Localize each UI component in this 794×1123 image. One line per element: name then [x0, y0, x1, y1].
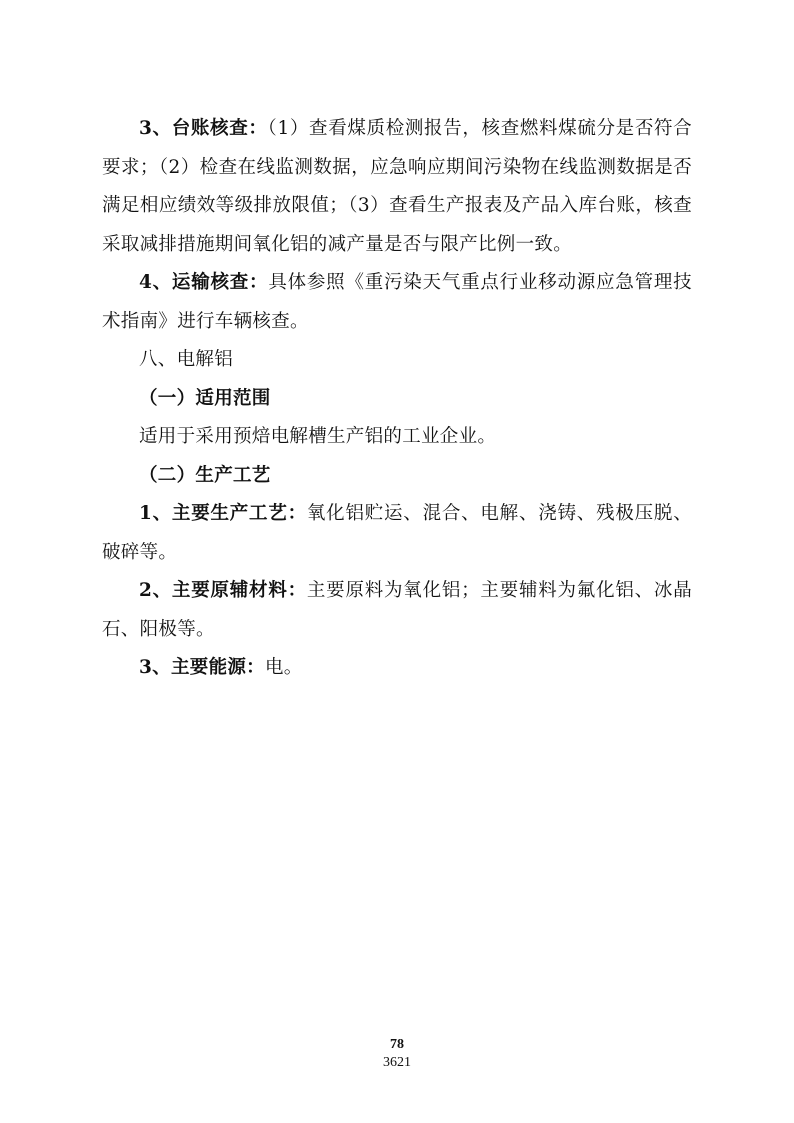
paragraph-transport-check: [102, 264, 692, 341]
energy-text: 电。: [264, 657, 303, 678]
transport-check-text: 具体参照《重污染天气重点行业移动源应急管理技术指南》进行车辆核查。: [102, 272, 692, 332]
main-process-lead: 1、主要生产工艺：: [139, 503, 307, 524]
subheading-scope: （一）适用范围: [139, 387, 271, 409]
scope-text: 适用于采用预焙电解槽生产铝的工业企业。: [139, 426, 497, 447]
transport-check-lead: 4、运输核查：: [139, 272, 269, 293]
section-heading-aluminum: 八、电解铝: [139, 349, 234, 370]
page-sub-number: 3621: [383, 1055, 411, 1070]
subheading-process: （二）生产工艺: [139, 464, 271, 486]
ledger-check-lead: 3、台账核查：: [139, 118, 268, 139]
ledger-check-text: （1）查看煤质检测报告，核查燃料煤硫分是否符合要求；（2）检查在线监测数据，应急响应期间污染物在线监测数据是否满足相应绩效等级排放限值；（3）查看生产报表及产品入库台账，核查采取减排措施期间氧化铝的减产量是否与限产比例一致。: [102, 118, 692, 255]
energy-lead: 3、主要能源：: [139, 657, 265, 678]
main-process-text: 氧化铝贮运、混合、电解、浇铸、残极压脱、破碎等。: [102, 503, 692, 563]
materials-lead: 2、主要原辅材料：: [139, 580, 307, 601]
paragraph-main-process: [102, 495, 692, 572]
paragraph-ledger-check: [102, 110, 692, 264]
paragraph-energy: [102, 649, 692, 688]
paragraph-materials: [102, 572, 692, 649]
materials-text: 主要原料为氧化铝；主要辅料为氟化铝、冰晶石、阳极等。: [102, 580, 692, 640]
document-body: [102, 110, 692, 688]
page-number: 78: [390, 1037, 404, 1052]
